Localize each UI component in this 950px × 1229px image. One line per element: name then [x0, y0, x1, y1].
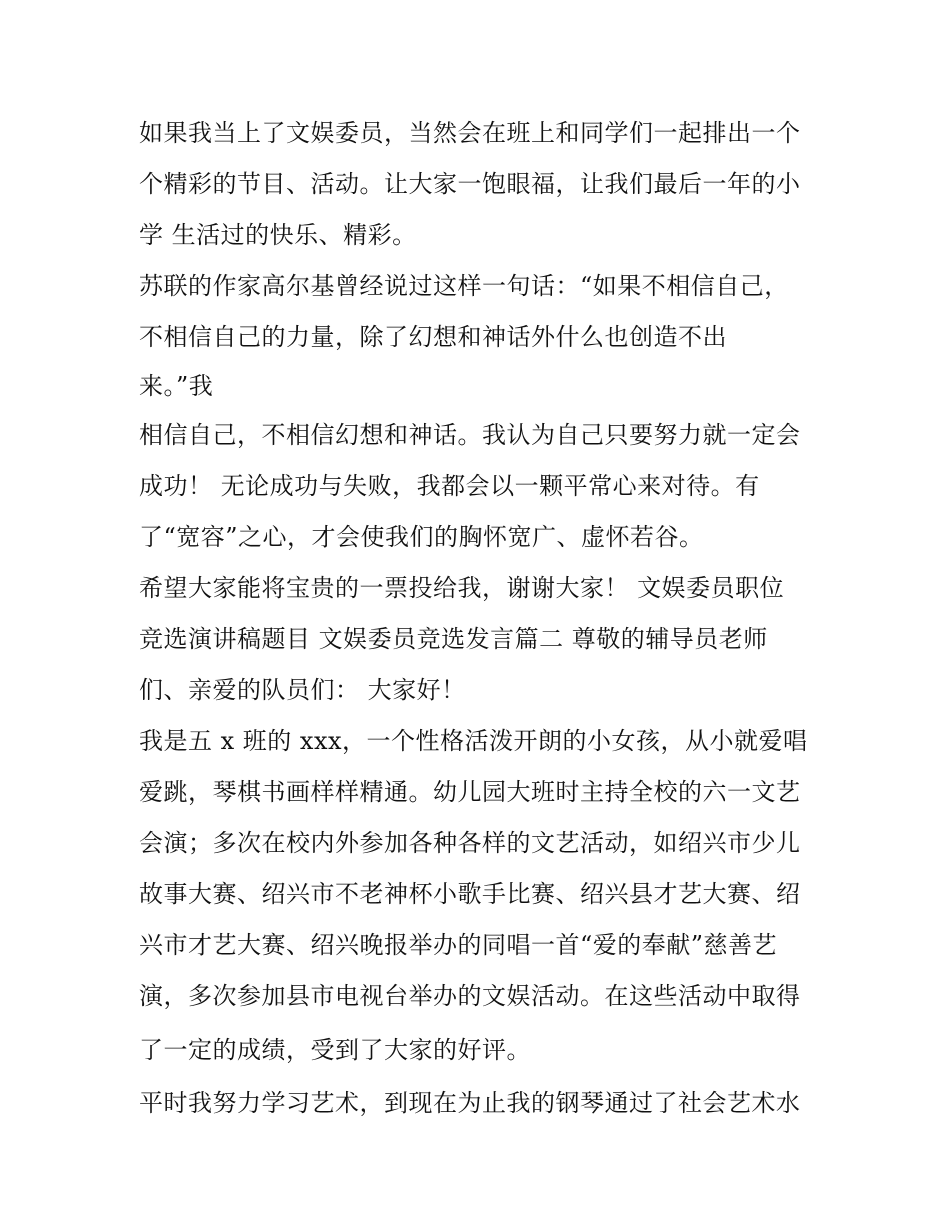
text-line: 们、亲爱的队员们： 大家好！	[139, 676, 466, 704]
text-line: 如果我当上了文娱委员，当然会在班上和同学们一起排出一个	[139, 119, 801, 147]
text-line: 成功！ 无论成功与失败，我都会以一颗平常心来对待。有	[139, 472, 760, 500]
text-line: 演，多次参加县市电视台举办的文娱活动。在这些活动中取得	[139, 982, 801, 1010]
text-line: 苏联的作家高尔基曾经说过这样一句话：“如果不相信自己，	[139, 272, 789, 300]
text-line: 学 生活过的快乐、精彩。	[139, 221, 417, 249]
text-line: 来。”我	[139, 372, 214, 400]
text-line: 不相信自己的力量，除了幻想和神话外什么也创造不出	[139, 323, 727, 351]
text-line: 故事大赛、绍兴市不老神杯小歌手比赛、绍兴县才艺大赛、绍	[139, 880, 801, 908]
text-line: 平时我努力学习艺术，到现在为止我的钢琴通过了社会艺术水	[139, 1089, 801, 1117]
text-line: 个精彩的节目、活动。让大家一饱眼福，让我们最后一年的小	[139, 170, 801, 198]
text-line: 希望大家能将宝贵的一票投给我，谢谢大家！ 文娱委员职位	[139, 574, 785, 602]
text-line: 竞选演讲稿题目 文娱委员竞选发言篇二 尊敬的辅导员老师	[139, 625, 768, 653]
text-line: 了“宽容”之心，才会使我们的胸怀宽广、虚怀若谷。	[139, 523, 704, 551]
text-line: 爱跳，琴棋书画样样精通。幼儿园大班时主持全校的六一文艺	[139, 778, 801, 806]
text-line: 兴市才艺大赛、绍兴晚报举办的同唱一首“爱的奉献”慈善艺	[139, 931, 778, 959]
document-body	[139, 108, 839, 1129]
text-line: 相信自己，不相信幻想和神话。我认为自己只要努力就一定会	[139, 421, 801, 449]
text-line: 会演；多次在校内外参加各种各样的文艺活动，如绍兴市少儿	[139, 829, 801, 857]
text-line: 我是五 x 班的 xxx，一个性格活泼开朗的小女孩，从小就爱唱	[139, 727, 808, 755]
text-line: 了一定的成绩，受到了大家的好评。	[139, 1036, 531, 1064]
